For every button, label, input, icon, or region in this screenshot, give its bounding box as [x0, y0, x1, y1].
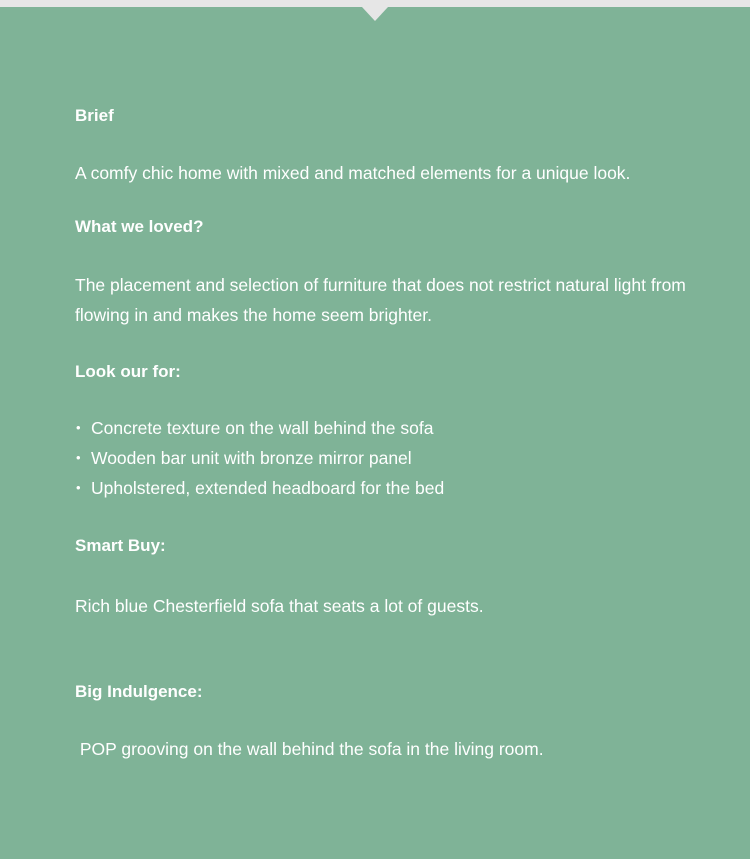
bullet-icon: • — [76, 420, 81, 435]
pointer-arrow-icon — [362, 7, 388, 21]
look-out-list — [75, 413, 444, 503]
bullet-icon: • — [76, 450, 81, 465]
list-item — [75, 443, 444, 473]
top-strip — [0, 0, 750, 7]
list-item-text: Concrete texture on the wall behind the sofa — [91, 418, 434, 438]
loved-text: The placement and selection of furniture that does not restrict natural light from flowing in and makes the home seem brighter. — [75, 275, 686, 325]
indulgence-heading: Big Indulgence: — [75, 682, 203, 701]
list-item — [75, 473, 444, 503]
look-out-heading: Look our for: — [75, 362, 181, 381]
list-item-text: Wooden bar unit with bronze mirror panel — [91, 448, 412, 468]
smart-buy-heading: Smart Buy: — [75, 536, 166, 555]
bullet-icon: • — [76, 480, 81, 495]
brief-heading: Brief — [75, 106, 114, 125]
loved-heading: What we loved? — [75, 217, 204, 236]
smart-buy-text: Rich blue Chesterfield sofa that seats a lot of guests. — [75, 596, 484, 616]
list-item — [75, 413, 444, 443]
brief-text: A comfy chic home with mixed and matched elements for a unique look. — [75, 163, 631, 183]
list-item-text: Upholstered, extended headboard for the bed — [91, 478, 445, 498]
indulgence-text: POP grooving on the wall behind the sofa in the living room. — [75, 739, 544, 759]
